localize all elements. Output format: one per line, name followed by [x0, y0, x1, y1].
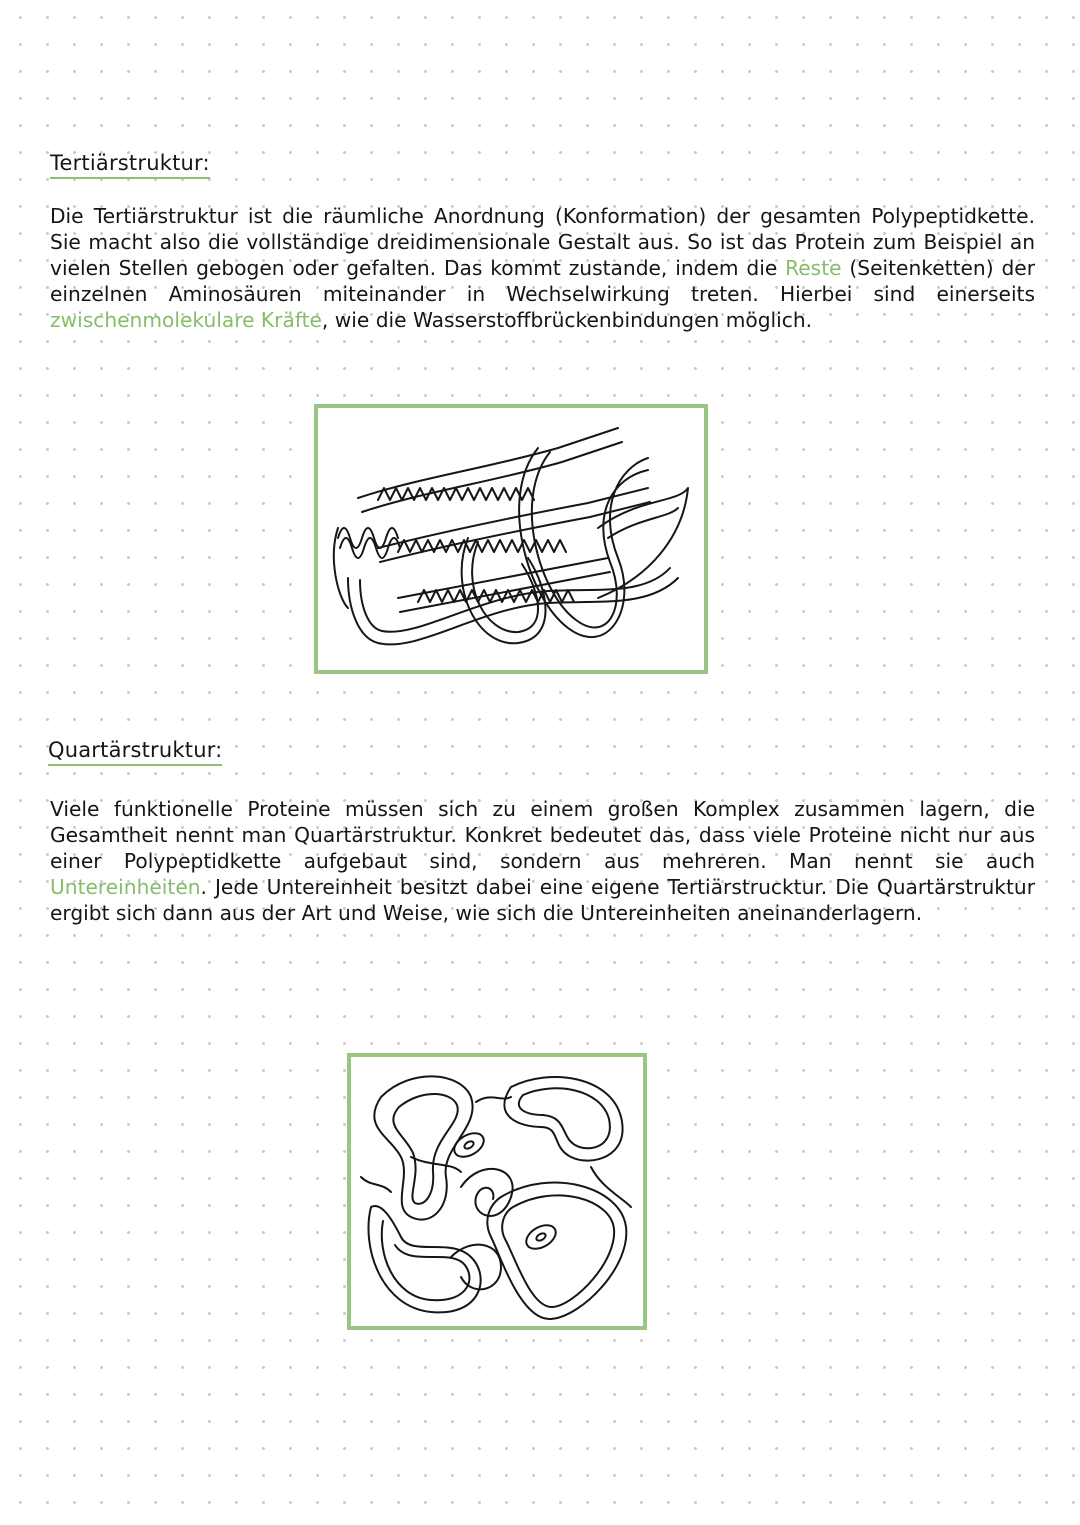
term-reste: Reste — [785, 256, 842, 280]
ribbon-protein-drawing — [318, 408, 704, 670]
tertiary-paragraph — [50, 203, 1035, 333]
quaternary-paragraph — [50, 796, 1035, 926]
subunit-1 — [374, 1076, 472, 1219]
central-coil — [461, 1169, 513, 1216]
cofactor-disc-1 — [450, 1128, 488, 1161]
tertiary-text-2: (Seitenketten) der einzelnen Aminosäuren miteinander in Wechselwirkung treten. Hierbei sind einerseits — [50, 256, 1035, 306]
quaternary-heading: Quartärstruktur: — [48, 737, 222, 766]
tertiary-structure-illustration — [314, 404, 708, 674]
quaternary-structure-illustration — [347, 1053, 647, 1330]
subunit-complex-drawing — [351, 1057, 643, 1326]
tertiary-text-3: , wie die Wasserstoffbrückenbindungen möglich. — [321, 308, 813, 332]
quaternary-text-2: . Jede Untereinheit besitzt dabei eine eigene Tertiärstrucktur. Die Quartärstruktur ergibt sich dann aus der Art und Weise, wie sich die Untereinheiten aneinanderlagern. — [50, 875, 1035, 925]
beta-strand-1 — [358, 428, 618, 498]
quaternary-text-1: Viele funktionelle Proteine müssen sich zu einem großen Komplex zusammen lagern, die Gesamtheit nennt man Quartärstruktur. Konkret bedeutet das, dass viele Proteine nicht nur aus einer Polypeptidkette aufgebaut sind, sondern aus mehreren. Man nennt sie auch — [50, 797, 1035, 873]
term-zwischenmolekulare-kraefte: zwischenmolekulare Kräfte — [50, 308, 322, 332]
tertiary-heading: Tertiärstruktur: — [50, 150, 210, 179]
cofactor-disc-2 — [522, 1220, 560, 1253]
tertiary-text-1: Die Tertiärstruktur ist die räumliche Anordnung (Konformation) der gesamten Polypeptidkette. Sie macht also die vollständige dreidimensionale Gestalt aus. So ist das Protein zum Beispiel an vielen Stellen gebogen oder gefalten. Das kommt zustande, indem die — [50, 204, 1035, 280]
term-untereinheiten: Untereinheiten — [50, 875, 201, 899]
